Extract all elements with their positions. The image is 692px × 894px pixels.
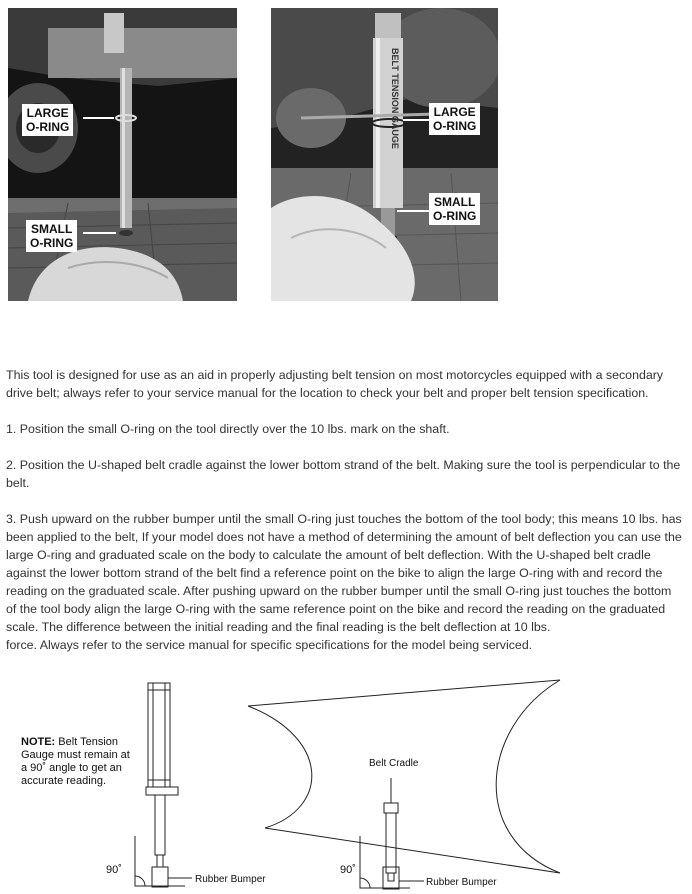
small-o-ring-label: SMALL O-RING (429, 193, 480, 225)
note-bold-label: NOTE: (21, 736, 56, 748)
intro-paragraph (6, 366, 682, 402)
photo-gauge-side-view (8, 8, 237, 301)
rubber-bumper-label-left: Rubber Bumper (195, 874, 266, 885)
step-3-text-end: force. Always refer to the service manual for specific specifications for the model being serviced. (6, 638, 533, 652)
photo-gauge-in-use (271, 8, 498, 301)
angle-label-left: 90˚ (106, 864, 122, 876)
large-o-ring-label: LARGE O-RING (22, 104, 73, 136)
belt-cradle-label: Belt Cradle (369, 758, 419, 769)
large-o-ring-label: LARGE O-RING (429, 103, 480, 135)
step-2-paragraph (6, 456, 682, 492)
step-2-text: 2. Position the U-shaped belt cradle against the lower bottom strand of the belt. Making sure the tool is perpendicular to the belt. (6, 458, 681, 490)
step-1-paragraph (6, 420, 682, 438)
photo-left-art (8, 8, 237, 301)
note-body: Belt Tension Gauge must remain at a 90˚ angle to get an accurate reading. (21, 736, 130, 787)
note-text (21, 736, 133, 788)
step-1-text: 1. Position the small O-ring on the tool directly over the 10 lbs. mark on the shaft. (6, 422, 450, 436)
step-3-paragraph (6, 510, 682, 654)
small-o-ring-label: SMALL O-RING (26, 220, 77, 252)
rubber-bumper-label-right: Rubber Bumper (426, 877, 497, 888)
photo-right-art (271, 8, 498, 301)
step-3-text: 3. Push upward on the rubber bumper until the small O-ring just touches the bottom of the tool body; this means 10 lbs. has been applied to the belt, If your model does not have a method of determining the amount of belt deflection you can use the large O-ring and graduated scale on the body to calculate the amount of belt deflection. With the U-shaped belt cradle against the lower bottom strand of the belt find a reference point on the bike to align the large O-ring with and record the reading on the graduated scale. After pushing upward on the rubber bumper until the small O-ring just touches the bottom of the tool body align the large O-ring with the same reference point on the bike and record the reading on the graduated scale. The difference between the initial reading and the final reading is the belt deflection at 10 lbs. (6, 512, 682, 634)
angle-label-right: 90˚ (340, 864, 356, 876)
intro-text: This tool is designed for use as an aid in properly adjusting belt tension on most motorcycles equipped with a secondary drive belt; always refer to your service manual for the location to check your belt and proper belt tension specification. (6, 368, 664, 400)
gauge-printed-label: BELT TENSION GAUGE (390, 48, 400, 149)
